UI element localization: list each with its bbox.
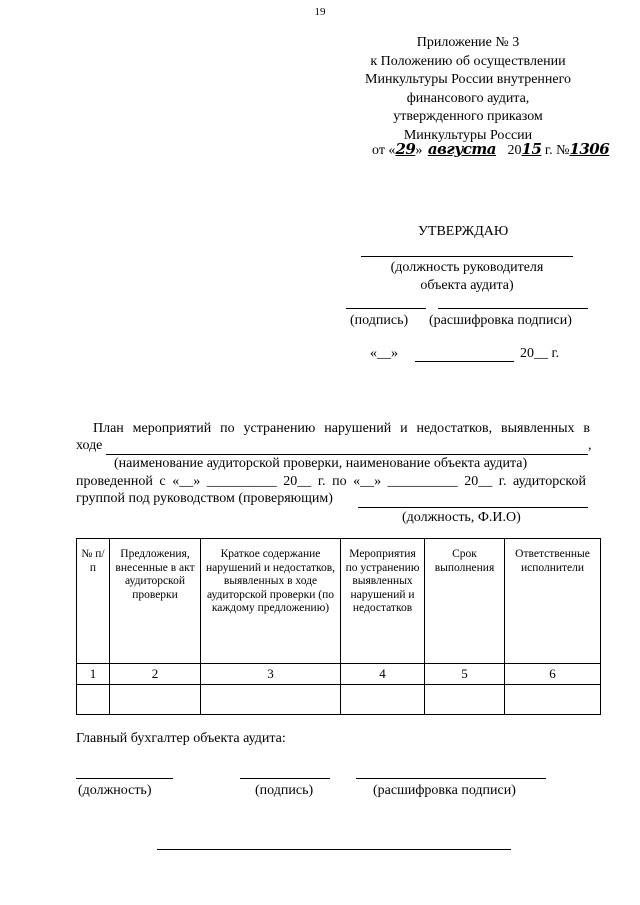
approve-title: УТВЕРЖДАЮ — [418, 224, 509, 239]
footer-transcript-caption: (расшифровка подписи) — [373, 783, 516, 798]
page-number: 19 — [314, 6, 326, 18]
plan-caption-1: (наименование аудиторской проверки, наименование объекта аудита) — [114, 456, 528, 471]
approve-signature-caption: (подпись) — [350, 313, 409, 328]
appendix-line: Минкультуры России — [403, 127, 533, 143]
table-cell — [505, 685, 601, 715]
table-header-cell: Мероприятия по устранению выявленных нарушений и недостатков — [341, 539, 425, 664]
plan-line-4: группой под руководством (проверяющим) — [76, 491, 333, 506]
plan-line-2-prefix: ходе — [76, 438, 103, 453]
appendix-line: Минкультуры России внутреннего — [365, 72, 571, 87]
table-row — [77, 685, 601, 715]
table-cell — [341, 685, 425, 715]
appendix-date: от «29» августа 2015 г. №1306 — [372, 140, 610, 158]
table-cell — [425, 685, 505, 715]
table-number-cell: 2 — [110, 664, 201, 685]
footer-signature-line — [240, 778, 330, 779]
plan-leader-line — [358, 507, 588, 508]
footer-position-caption: (должность) — [78, 783, 152, 798]
footer-signature-caption: (подпись) — [255, 783, 314, 798]
approve-position-line — [361, 256, 573, 257]
footer-transcript-line — [356, 778, 546, 779]
table-number-cell: 4 — [341, 664, 425, 685]
table-header-cell: Предложения, внесенные в акт аудиторской проверки — [110, 539, 201, 664]
handwritten-year: 15 — [521, 140, 542, 158]
handwritten-day: 29 — [395, 140, 416, 158]
table-number-cell: 1 — [77, 664, 110, 685]
plan-line-1: План мероприятий по устранению нарушений и недостатков, выявленных в — [93, 421, 590, 436]
table-cell — [201, 685, 341, 715]
table-header-cell: № п/п — [77, 539, 110, 664]
table-number-row — [77, 664, 601, 685]
table-number-cell: 3 — [201, 664, 341, 685]
plan-caption-2: (должность, Ф.И.О) — [402, 510, 521, 525]
plan-line-2-suffix: , — [588, 438, 592, 453]
appendix-block — [350, 34, 586, 145]
approve-position-caption: (должность руководителя объекта аудита) — [390, 260, 544, 293]
plan-audit-name-line — [106, 454, 588, 455]
plan-line-3: проведенной с «__» __________ 20__ г. по «__» __________ 20__ г. аудиторской — [76, 474, 586, 489]
table-header-cell: Срок выполнения — [425, 539, 505, 664]
appendix-line: финансового аудита, — [406, 90, 530, 106]
footer-end-line — [157, 849, 511, 850]
handwritten-order-number: 1306 — [569, 140, 610, 158]
table-header-cell: Ответственные исполнители — [505, 539, 601, 664]
approve-date-line — [415, 361, 514, 362]
approve-date-right: 20__ г. — [520, 346, 560, 361]
table-header-cell: Краткое содержание нарушений и недостатков, выявленных в ходе аудиторской проверки (по каждому предложению) — [201, 539, 341, 664]
table-number-cell: 5 — [425, 664, 505, 685]
approve-transcript-caption: (расшифровка подписи) — [429, 313, 572, 328]
handwritten-month: августа — [427, 140, 497, 158]
table-cell — [110, 685, 201, 715]
approve-transcript-line — [438, 308, 588, 309]
approve-signature-line — [346, 308, 426, 309]
plan-table — [76, 538, 601, 715]
approve-date-left: «__» — [370, 346, 398, 361]
appendix-line: Приложение № 3 — [416, 35, 520, 50]
footer-position-line — [76, 778, 173, 779]
footer-title: Главный бухгалтер объекта аудита: — [76, 731, 286, 746]
table-cell — [77, 685, 110, 715]
table-number-cell: 6 — [505, 664, 601, 685]
appendix-line: утвержденного приказом — [393, 109, 543, 124]
appendix-line: к Положению об осуществлении — [370, 53, 566, 69]
table-header-row — [77, 539, 601, 664]
